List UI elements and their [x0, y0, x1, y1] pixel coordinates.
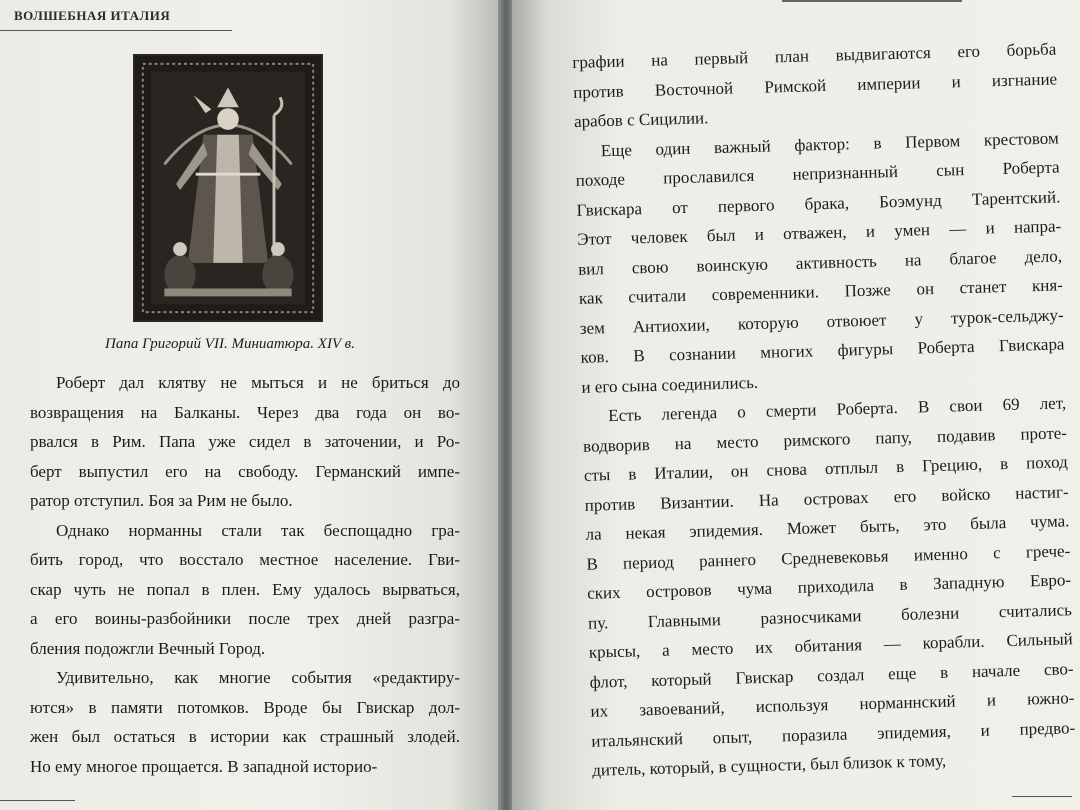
text-line: Удивительно, как многие события «редактиру- [56, 668, 460, 687]
text-line: бления подожгли Вечный Город. [30, 638, 266, 658]
running-head-rule [0, 30, 232, 31]
paragraph [574, 123, 1065, 402]
text-line: вил свою воинскую активность на благое дело, [577, 245, 1063, 279]
bottom-rule [0, 800, 75, 801]
right-page-text [572, 34, 1076, 785]
text-line: ратор отступил. Боя за Рим не было. [30, 491, 293, 510]
right-page [512, 0, 1080, 810]
text-line: возвращения на Балканы. Через два года он во- [30, 402, 460, 422]
text-line: итальянский опыт, поразила эпидемия, и предво- [591, 717, 1076, 751]
left-page-text [30, 368, 460, 781]
text-line: берт выпустил его на свободу. Германский импе- [30, 461, 460, 481]
text-line: ков. В сознании многих фигуры Роберта Гвискара [580, 334, 1065, 367]
text-line: Роберт дал клятву не мыться и не бриться до [56, 373, 460, 392]
text-line: скар чуть не попал в плен. Ему удалось вырваться, [30, 579, 460, 599]
paragraph [30, 368, 460, 516]
text-line: жен был остаться в истории как страшный злодей. [30, 727, 460, 746]
text-line: ются» в памяти потомков. Вроде бы Гвискар дол- [30, 697, 460, 717]
text-line: Гвискара от первого брака, Боэмунд Тарентский. [576, 186, 1061, 220]
bottom-rule [1012, 796, 1072, 797]
text-line: бить город, что восстало местное население. Гви- [30, 550, 460, 569]
text-line: как считали современники. Позже он станет кня- [578, 275, 1064, 308]
text-line: Но ему многое прощается. В западной историо- [30, 756, 378, 776]
text-line: Еще один важный фактор: в Первом крестовом [600, 127, 1059, 160]
text-line: флот, который Гвискар создал еще в начале сво- [589, 658, 1074, 692]
text-line: а его воины-разбойники после трех дней разгра- [30, 609, 460, 628]
text-line: В период раннего Средневековья именно с грече- [586, 540, 1071, 574]
text-line: ла некая эпидемия. Может быть, это была чума. [585, 511, 1070, 544]
running-head: ВОЛШЕБНАЯ ИТАЛИЯ [14, 8, 171, 23]
text-line: против Восточной Римской империи и изгнание [572, 68, 1058, 102]
text-line: зем Антиохии, которую отвоюет у турок-сельджу- [579, 304, 1064, 338]
text-line: графии на первый план выдвигаются его борьба [572, 39, 1057, 72]
paragraph [572, 34, 1058, 136]
top-rule [782, 0, 962, 2]
text-line: Однако норманны стали так беспощадно гра- [56, 520, 460, 540]
text-line: дитель, который, в сущности, был близок к тому, [591, 750, 947, 780]
paragraph [30, 663, 460, 781]
left-page [0, 0, 500, 810]
text-line: Есть легенда о смерти Роберта. В свои 69 лет, [608, 393, 1067, 426]
text-line: арабов с Сицилии. [573, 108, 709, 131]
pope-miniature-illustration [133, 54, 323, 322]
pope-miniature-icon [135, 56, 321, 320]
text-line: и его сына соединились. [581, 372, 759, 397]
text-line: сты в Италии, он снова отплыл в Грецию, в поход [583, 452, 1069, 485]
text-line: водворив на место римского папу, подавив проте- [582, 422, 1068, 456]
paragraph [582, 388, 1077, 785]
text-line: ских островов чума приходила в Западную Евро- [586, 570, 1072, 603]
text-line: рвался в Рим. Папа уже сидел в заточении, и Ро- [30, 432, 460, 451]
paragraph [30, 516, 460, 664]
text-line: крысы, а место их обитания — корабли. Сильный [588, 629, 1073, 662]
text-line: походе прославился непризнанный сын Роберта [575, 157, 1060, 190]
text-line: их завоеваний, используя норманнский и южно- [590, 688, 1075, 721]
text-line: пу. Главными разносчиками болезни считались [587, 599, 1073, 633]
text-line: против Византии. На островах его войско настиг- [584, 481, 1069, 515]
illustration-caption: Папа Григорий VII. Миниатюра. XIV в. [105, 336, 355, 352]
text-line: Этот человек был и отважен, и умен — и напра- [577, 216, 1062, 249]
